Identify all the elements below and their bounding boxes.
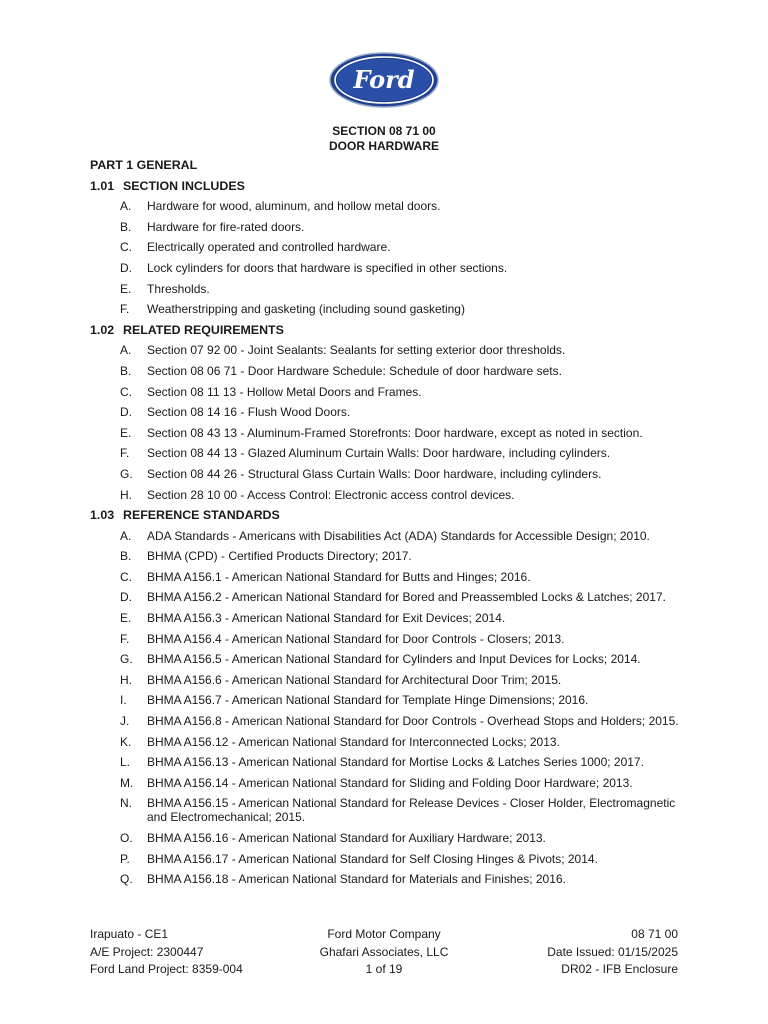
list-item (90, 343, 690, 364)
list-item (90, 611, 690, 632)
logo-wordmark: Ford (353, 65, 415, 94)
list-item-letter: G. (120, 466, 133, 481)
list-item-text: BHMA A156.18 - American National Standard for Materials and Finishes; 2016. (147, 872, 566, 887)
list-item (90, 364, 690, 385)
list-item (90, 426, 690, 447)
list-item-letter: F. (120, 631, 130, 646)
list-item-text: BHMA A156.17 - American National Standard for Self Closing Hinges & Pivots; 2014. (147, 851, 598, 866)
list-item (90, 220, 690, 241)
list-item (90, 755, 690, 776)
list-item-letter: E. (120, 425, 132, 440)
list-item-text: Section 28 10 00 - Access Control: Electronic access control devices. (147, 487, 515, 502)
list-item-letter: Q. (120, 872, 133, 887)
section-number: SECTION 08 71 00 (332, 124, 436, 138)
list-item (90, 693, 690, 714)
list-item-text: Weatherstripping and gasketing (including sound gasketing) (147, 302, 465, 317)
footer-right (547, 926, 678, 979)
list-item-text: Lock cylinders for doors that hardware is specified in other sections. (147, 260, 508, 275)
list-item-letter: N. (120, 796, 132, 811)
list-item-text: BHMA A156.5 - American National Standard for Cylinders and Input Devices for Locks; 2014. (147, 652, 641, 667)
list-item-text: Section 08 14 16 - Flush Wood Doors. (147, 405, 351, 420)
list-item-letter: C. (120, 569, 132, 584)
list-item (90, 673, 690, 694)
list-item-letter: A. (120, 343, 132, 358)
list-item-text: BHMA A156.15 - American National Standard for Release Devices - Closer Holder, Electromagnetic and Electromechanical; 2015. (147, 796, 676, 825)
list-item-letter: B. (120, 219, 132, 234)
list-item-text: Section 08 11 13 - Hollow Metal Doors and Frames. (147, 384, 422, 399)
list-item-text: BHMA A156.16 - American National Standard for Auxiliary Hardware; 2013. (147, 831, 546, 845)
list-item (90, 735, 690, 756)
list-item (90, 831, 690, 852)
list-item-letter: B. (120, 549, 132, 564)
list-item-letter: F. (120, 302, 130, 317)
list-item-text: BHMA (CPD) - Certified Products Directory; 2017. (147, 549, 412, 564)
list-item (90, 405, 690, 426)
article-title (90, 508, 690, 529)
list-item-letter: E. (120, 281, 132, 296)
list-item-text: Section 08 06 71 - Door Hardware Schedule: Schedule of door hardware sets. (147, 363, 562, 378)
list-item (90, 529, 690, 550)
list-item (90, 852, 690, 873)
list-item (90, 652, 690, 673)
list-item (90, 714, 690, 735)
list-item-text: BHMA A156.12 - American National Standard for Interconnected Locks; 2013. (147, 734, 560, 749)
list-item-text: Electrically operated and controlled hardware. (147, 240, 391, 255)
article-number: 1.03 (90, 508, 115, 523)
footer-ford-land-project: Ford Land Project: 8359-004 (90, 962, 243, 976)
list-item-letter: K. (120, 734, 132, 749)
part-title: PART 1 GENERAL (90, 158, 198, 172)
list-item-letter: P. (120, 851, 130, 866)
list-item-letter: C. (120, 384, 132, 399)
list-item-letter: F. (120, 446, 130, 461)
list-item (90, 796, 690, 831)
article-title (90, 323, 690, 344)
article-heading: SECTION INCLUDES (123, 178, 245, 193)
list-item (90, 872, 690, 893)
footer-page-number: 1 of 19 (365, 962, 403, 976)
list-item-letter: H. (120, 672, 132, 687)
footer-project-location: Irapuato - CE1 (90, 927, 169, 941)
list-item-letter: B. (120, 363, 132, 378)
list-item (90, 302, 690, 323)
list-item (90, 488, 690, 509)
list-item-letter: H. (120, 487, 132, 502)
list-item (90, 240, 690, 261)
ford-oval-logo-icon (328, 50, 440, 110)
article-number: 1.02 (90, 322, 115, 337)
article-title (90, 179, 690, 200)
footer-issue-status: DR02 - IFB Enclosure (561, 962, 678, 976)
list-item-text: BHMA A156.6 - American National Standard for Architectural Door Trim; 2015. (147, 672, 562, 687)
article-heading: REFERENCE STANDARDS (123, 508, 280, 523)
list-item-text: Hardware for wood, aluminum, and hollow metal doors. (147, 199, 441, 214)
list-item-text: BHMA A156.7 - American National Standard for Template Hinge Dimensions; 2016. (147, 693, 589, 708)
list-item (90, 199, 690, 220)
list-item-text: Thresholds. (147, 281, 210, 296)
list-item-text: Section 07 92 00 - Joint Sealants: Sealants for setting exterior door thresholds. (147, 343, 566, 358)
document-body (90, 158, 690, 893)
list-item-text: BHMA A156.14 - American National Standard for Sliding and Folding Door Hardware; 2013. (147, 775, 633, 790)
list-item-letter: D. (120, 590, 132, 605)
list-item-text: BHMA A156.13 - American National Standard for Mortise Locks & Latches Series 1000; 2017. (147, 755, 644, 770)
list-item-text: BHMA A156.3 - American National Standard for Exit Devices; 2014. (147, 611, 506, 626)
list-item (90, 590, 690, 611)
list-item-text: ADA Standards - Americans with Disabilities Act (ADA) Standards for Accessible Design; 2010. (147, 528, 650, 543)
list-item-letter: L. (120, 755, 131, 770)
article-number: 1.01 (90, 178, 115, 193)
list-item-text: Section 08 43 13 - Aluminum-Framed Storefronts: Door hardware, except as noted in section. (147, 425, 643, 440)
list-item (90, 570, 690, 591)
logo-container (0, 50, 768, 110)
footer-section-number: 08 71 00 (631, 927, 678, 941)
list-item-letter: O. (120, 831, 133, 845)
footer-date-issued: Date Issued: 01/15/2025 (547, 944, 678, 959)
section-heading (0, 124, 768, 154)
list-item (90, 446, 690, 467)
section-title: DOOR HARDWARE (329, 139, 439, 153)
articles-list (90, 179, 690, 893)
list-item (90, 632, 690, 653)
article-heading: RELATED REQUIREMENTS (123, 322, 284, 337)
list-item-text: Hardware for fire-rated doors. (147, 219, 305, 234)
footer-company: Ford Motor Company (327, 927, 441, 941)
list-item-letter: G. (120, 652, 133, 667)
list-item (90, 385, 690, 406)
list-item-text: Section 08 44 13 - Glazed Aluminum Curtain Walls: Door hardware, including cylinders. (147, 446, 611, 461)
list-item-letter: A. (120, 199, 132, 214)
list-item-letter: J. (120, 714, 130, 729)
list-item-letter: E. (120, 611, 132, 626)
footer-architect: Ghafari Associates, LLC (319, 944, 449, 959)
list-item (90, 282, 690, 303)
list-item-letter: A. (120, 528, 132, 543)
list-item (90, 549, 690, 570)
list-item-text: BHMA A156.8 - American National Standard for Door Controls - Overhead Stops and Holders; 2015. (147, 714, 679, 729)
list-item-letter: I. (120, 693, 127, 708)
list-item (90, 776, 690, 797)
list-item-letter: M. (120, 775, 134, 790)
list-item-text: BHMA A156.1 - American National Standard for Butts and Hinges; 2016. (147, 569, 531, 584)
list-item-text: BHMA A156.4 - American National Standard for Door Controls - Closers; 2013. (147, 631, 565, 646)
list-item-letter: D. (120, 260, 132, 275)
list-item (90, 467, 690, 488)
footer-ae-project: A/E Project: 2300447 (90, 944, 204, 959)
list-item-letter: D. (120, 405, 132, 420)
list-item-text: BHMA A156.2 - American National Standard for Bored and Preassembled Locks & Latches; 2017. (147, 590, 666, 605)
list-item-text: Section 08 44 26 - Structural Glass Curtain Walls: Door hardware, including cylinders. (147, 466, 602, 481)
list-item (90, 261, 690, 282)
list-item-letter: C. (120, 240, 132, 255)
